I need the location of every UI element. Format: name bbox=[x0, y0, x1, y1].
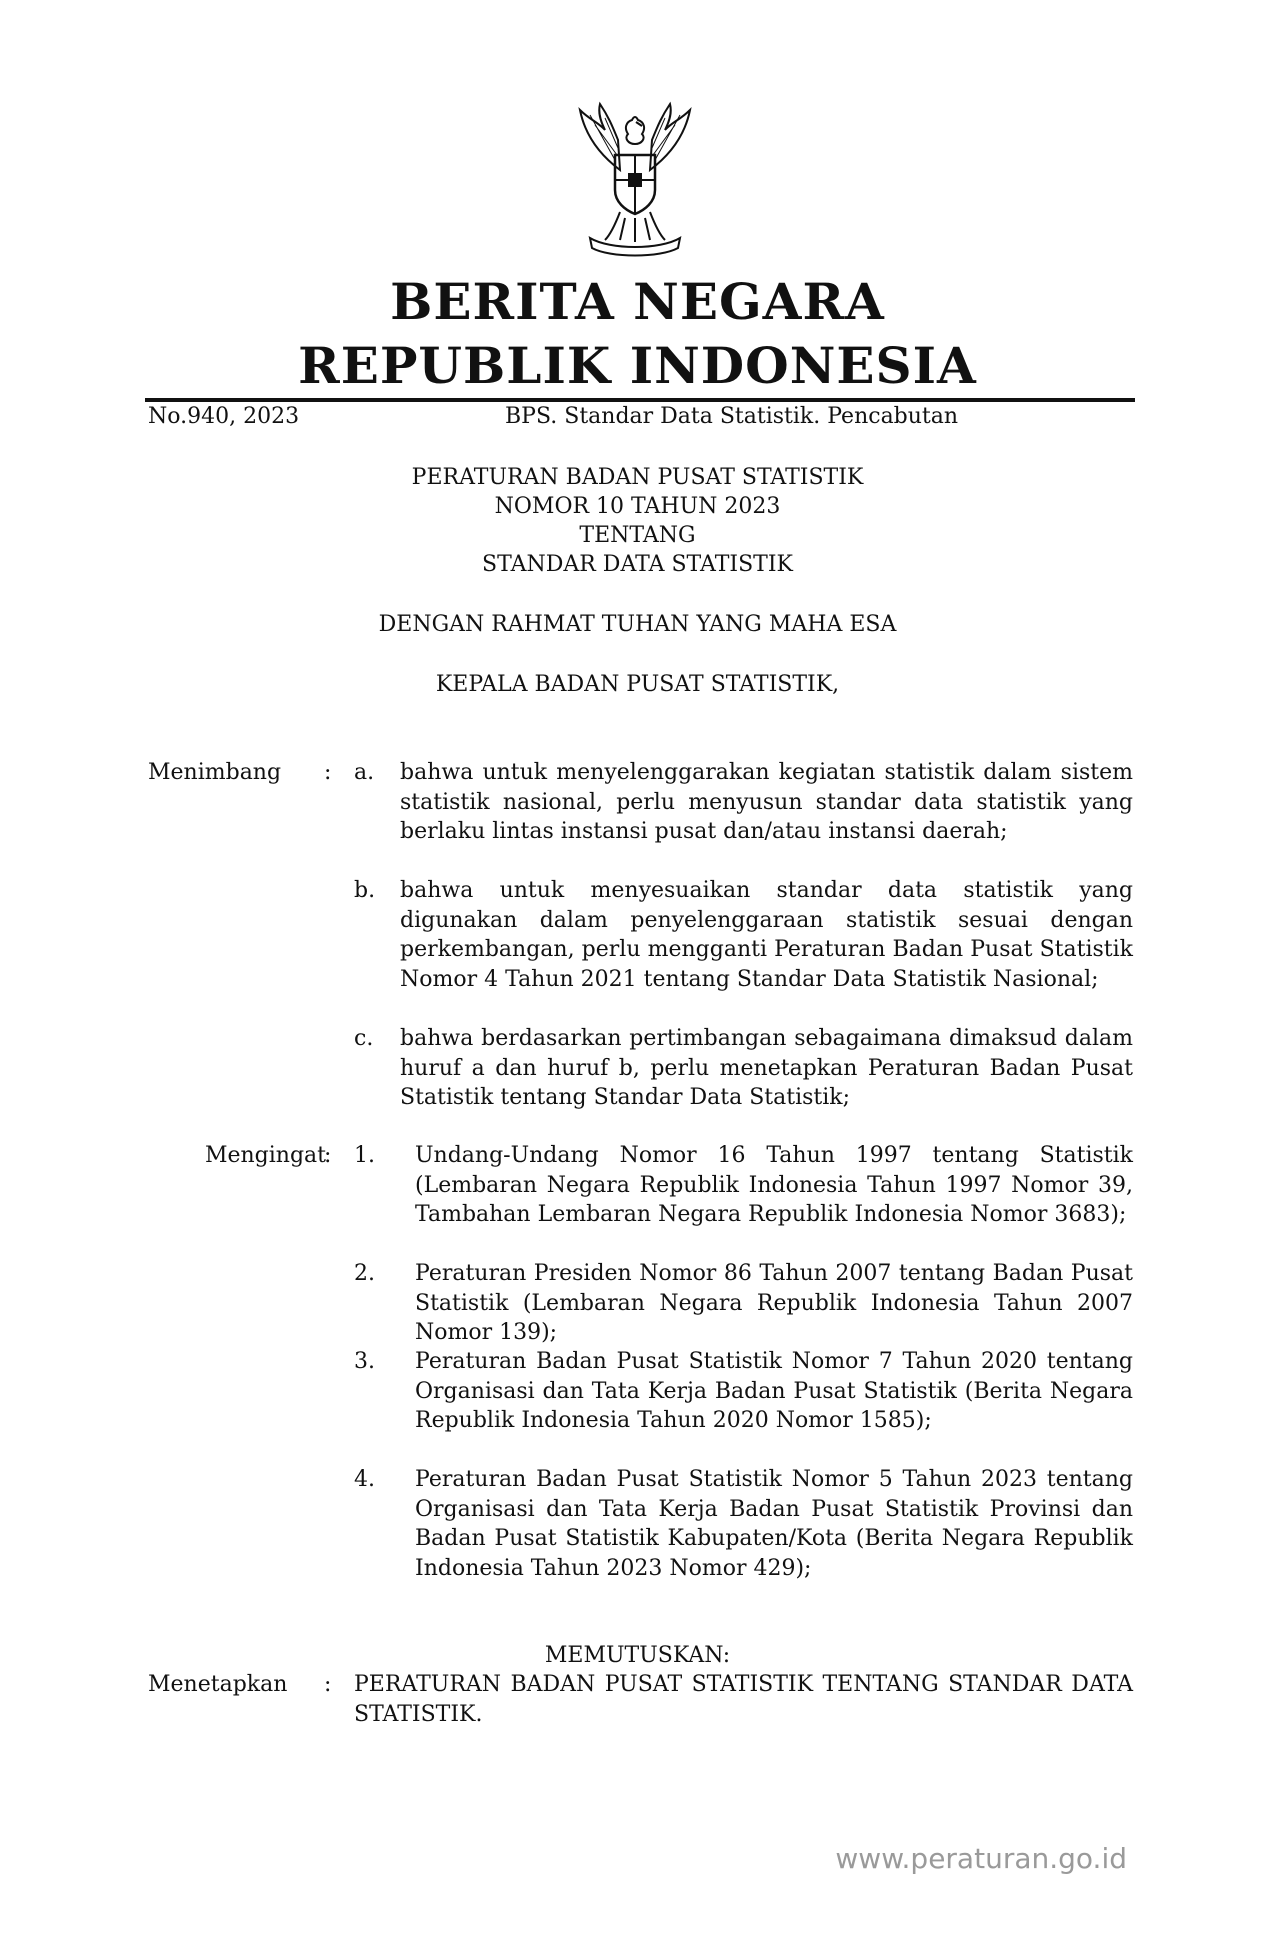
mengingat-item-3: Peraturan Badan Pusat Statistik Nomor 7 Tahun 2020 tentang Organisasi dan Tata Kerja Badan Pusat Statistik (Berita Negara Republik Indonesia Tahun 2020 Nomor 1585); bbox=[415, 1349, 1133, 1433]
mengingat-item-2: Peraturan Presiden Nomor 86 Tahun 2007 tentang Badan Pusat Statistik (Lembaran Negara Republik Indonesia Tahun 2007 Nomor 139); bbox=[415, 1261, 1133, 1345]
regulation-title-line3: TENTANG bbox=[579, 523, 696, 548]
mengingat-mark-4: 4. bbox=[354, 1467, 375, 1492]
gazette-number: No.940, 2023 bbox=[148, 404, 300, 429]
menimbang-mark-c: c. bbox=[354, 1026, 374, 1051]
menetapkan-colon: : bbox=[324, 1672, 332, 1697]
authority: KEPALA BADAN PUSAT STATISTIK, bbox=[435, 672, 840, 697]
menimbang-mark-a: a. bbox=[354, 760, 375, 785]
menimbang-label: Menimbang bbox=[148, 760, 282, 785]
menimbang-colon: : bbox=[324, 760, 332, 785]
menimbang-item-a: bahwa untuk menyelenggarakan kegiatan statistik dalam sistem statistik nasional, perlu menyusun standar data statistik yang berlaku lintas instansi pusat dan/atau instansi daerah; bbox=[400, 760, 1133, 844]
menetapkan-label: Menetapkan bbox=[148, 1672, 288, 1697]
regulation-title-line2: NOMOR 10 TAHUN 2023 bbox=[494, 494, 781, 519]
gazette-topic: BPS. Standar Data Statistik. Pencabutan bbox=[505, 404, 959, 429]
mengingat-item-4: Peraturan Badan Pusat Statistik Nomor 5 Tahun 2023 tentang Organisasi dan Tata Kerja Badan Pusat Statistik Provinsi dan Badan Pusat Statistik Kabupaten/Kota (Berita Negara Republik Indonesia Tahun 2023 Nomor 429); bbox=[415, 1467, 1133, 1581]
garuda-emblem-icon bbox=[560, 100, 710, 260]
regulation-title-line1: PERATURAN BADAN PUSAT STATISTIK bbox=[411, 465, 864, 490]
source-url-watermark[interactable]: www.peraturan.go.id bbox=[835, 1842, 1127, 1875]
regulation-title-line4: STANDAR DATA STATISTIK bbox=[482, 552, 793, 577]
menimbang-item-c: bahwa berdasarkan pertimbangan sebagaimana dimaksud dalam huruf a dan huruf b, perlu menetapkan Peraturan Badan Pusat Statistik tentang Standar Data Statistik; bbox=[400, 1026, 1133, 1110]
memutuskan-heading: MEMUTUSKAN: bbox=[544, 1643, 731, 1668]
mengingat-mark-2: 2. bbox=[354, 1261, 375, 1286]
masthead-divider bbox=[145, 398, 1135, 402]
mengingat-mark-1: 1. bbox=[354, 1143, 375, 1168]
mengingat-colon: : bbox=[324, 1143, 332, 1168]
invocation: DENGAN RAHMAT TUHAN YANG MAHA ESA bbox=[378, 612, 897, 637]
masthead-title-line1: BERITA NEGARA bbox=[390, 272, 885, 331]
mengingat-mark-3: 3. bbox=[354, 1349, 375, 1374]
mengingat-label: Mengingat bbox=[204, 1143, 326, 1168]
masthead-title-line2: REPUBLIK INDONESIA bbox=[298, 336, 977, 395]
menetapkan-text: PERATURAN BADAN PUSAT STATISTIK TENTANG STANDAR DATA STATISTIK. bbox=[354, 1672, 1133, 1727]
menimbang-mark-b: b. bbox=[354, 878, 376, 903]
menimbang-item-b: bahwa untuk menyesuaikan standar data statistik yang digunakan dalam penyelenggaraan statistik sesuai dengan perkembangan, perlu mengganti Peraturan Badan Pusat Statistik Nomor 4 Tahun 2021 tentang Standar Data Statistik Nasional; bbox=[400, 878, 1133, 992]
mengingat-item-1: Undang-Undang Nomor 16 Tahun 1997 tentang Statistik (Lembaran Negara Republik Indonesia Tahun 1997 Nomor 39, Tambahan Lembaran Negara Republik Indonesia Nomor 3683); bbox=[415, 1143, 1133, 1227]
